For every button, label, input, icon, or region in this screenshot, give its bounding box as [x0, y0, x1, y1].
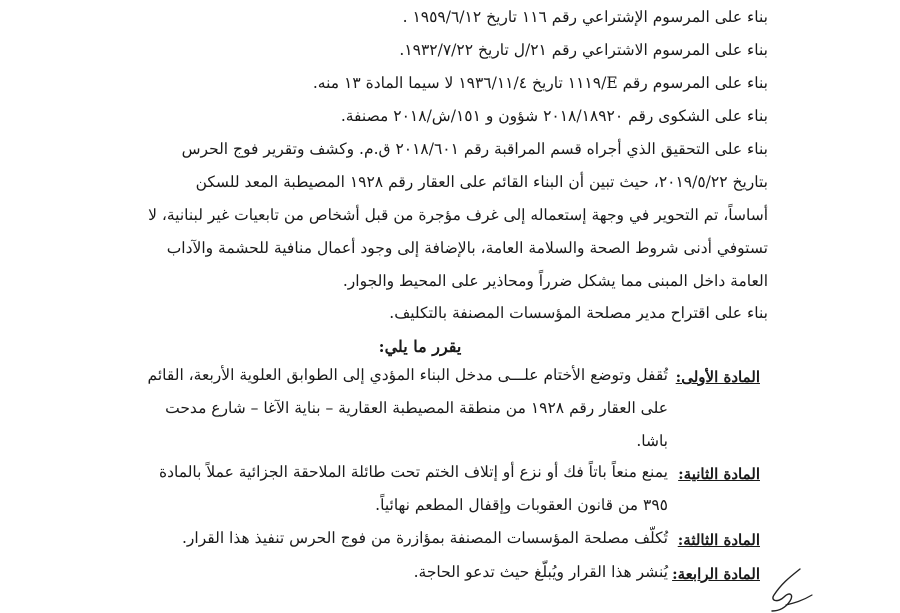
article-2-line-2: ٣٩٥ من قانون العقوبات وإقفال المطعم نهائياً. [375, 496, 668, 514]
preamble-line-5: بناء على التحقيق الذي أجراه قسم المراقبة رقم ٢٠١٨/٦٠١ ق.م. وكشف وتقرير فوج الحرس [181, 140, 768, 158]
preamble-line-2: بناء على المرسوم الاشتراعي رقم ٢١/ل تاريخ ١٩٣٢/٧/٢٢. [399, 41, 768, 59]
article-3-line-1: تُكلّف مصلحة المؤسسات المصنفة بمؤازرة من فوج الحرس تنفيذ هذا القرار. [181, 529, 668, 547]
article-2-label: المادة الثانية: [678, 465, 760, 483]
signature-mark [760, 565, 820, 613]
article-1-line-2: على العقار رقم ١٩٢٨ من منطقة المصيطبة العقارية – بناية الآغا – شارع مدحت [165, 399, 668, 417]
preamble-line-4: بناء على الشكوى رقم ٢٠١٨/١٨٩٢٠ شؤون و ١٥١/ش/٢٠١٨ مصنفة. [340, 107, 768, 125]
article-1-line-1: تُقفل وتوضع الأختام علـــى مدخل البناء المؤدي إلى الطوابق العلوية الأربعة، القائم [147, 366, 668, 384]
preamble-line-6: بتاريخ ٢٠١٩/٥/٢٢، حيث تبين أن البناء القائم على العقار رقم ١٩٢٨ المصيطبة المعد للسكن [195, 173, 768, 191]
article-4-label: المادة الرابعة: [672, 565, 760, 583]
preamble-line-7: أساساً، تم التحوير في وجهة إستعماله إلى غرف مؤجرة من قبل أشخاص من تابعيات غير لبنانية، لا [148, 206, 768, 224]
preamble-line-10: بناء على اقتراح مدير مصلحة المؤسسات المصنفة بالتكليف. [389, 304, 768, 322]
preamble-line-1: بناء على المرسوم الإشتراعي رقم ١١٦ تاريخ ١٩٥٩/٦/١٢ . [402, 8, 768, 26]
decision-heading [0, 337, 900, 356]
preamble-line-8: تستوفي أدنى شروط الصحة والسلامة العامة، بالإضافة إلى وجود أعمال منافية للحشمة والآداب [166, 239, 768, 257]
article-3-label: المادة الثالثة: [677, 531, 760, 549]
decision-heading-text: يقرر ما يلي: [378, 337, 462, 356]
preamble-line-3: بناء على المرسوم رقم E/١١١٩ تاريخ ١٩٣٦/١١/٤ لا سيما المادة ١٣ منه. [312, 74, 768, 92]
article-2-line-1: يمنع منعاً باتاً فك أو نزع أو إتلاف الختم تحت طائلة الملاحقة الجزائية عملاً بالمادة [158, 463, 668, 481]
article-1-line-3: باشا. [636, 432, 668, 450]
article-4-line-1: يُنشر هذا القرار ويُبلّغ حيث تدعو الحاجة. [413, 563, 668, 581]
preamble-line-9: العامة داخل المبنى مما يشكل ضرراً ومحاذير على المحيط والجوار. [342, 272, 768, 290]
article-1-label: المادة الأولى: [675, 368, 760, 386]
